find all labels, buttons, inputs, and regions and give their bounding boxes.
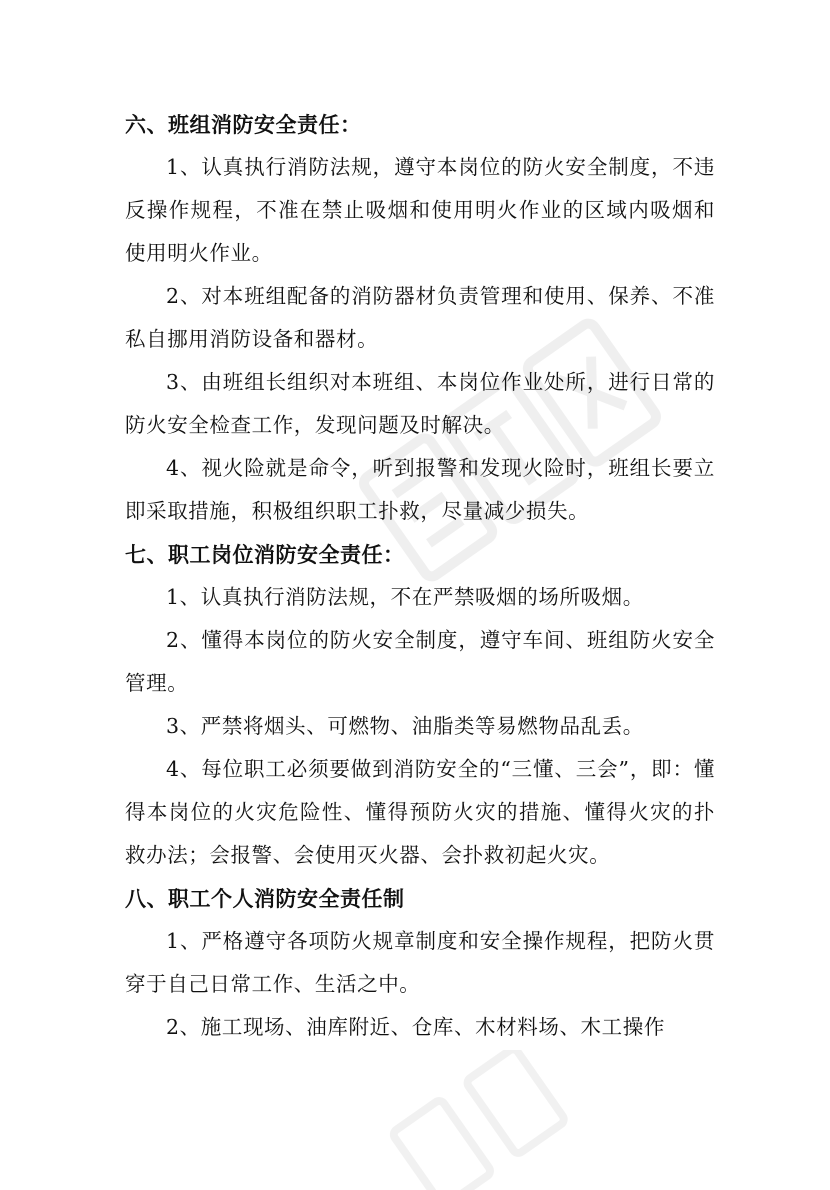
section-heading-8: 八、职工个人消防安全责任制 (125, 886, 405, 911)
section-7-item-3: 3、严禁将烟头、可燃物、油脂类等易燃物品乱丢。 (166, 714, 644, 738)
document-body (125, 103, 715, 1049)
watermark-fragment (380, 1050, 580, 1190)
section-heading-7: 七、职工岗位消防安全责任： (125, 542, 405, 567)
section-8-item-2: 2、施工现场、油库附近、仓库、木材料场、木工操作 (166, 1015, 665, 1039)
section-6-item-4: 4、视火险就是命令，听到报警和发现火险时，班组长要立即采取措施，积极组织职工扑救，尽量减少损失。 (125, 456, 715, 523)
section-6-item-3: 3、由班组长组织对本班组、本岗位作业处所，进行日常的防火安全检查工作，发现问题及时解决。 (125, 370, 715, 437)
section-7-item-1: 1、认真执行消防法规，不在严禁吸烟的场所吸烟。 (166, 585, 644, 609)
section-7-item-2: 2、懂得本岗位的防火安全制度，遵守车间、班组防火安全管理。 (125, 628, 715, 695)
section-6-item-2: 2、对本班组配备的消防器材负责管理和使用、保养、不准私自挪用消防设备和器材。 (125, 284, 715, 351)
section-6-item-1: 1、认真执行消防法规，遵守本岗位的防火安全制度，不违反操作规程，不准在禁止吸烟和使用明火作业的区域内吸烟和使用明火作业。 (125, 155, 715, 265)
section-heading-6: 六、班组消防安全责任： (125, 112, 362, 137)
section-7-item-4: 4、每位职工必须要做到消防安全的“三懂、三会”，即：懂得本岗位的火灾危险性、懂得预防火灾的措施、懂得火灾的扑救办法；会报警、会使用灭火器、会扑救初起火灾。 (125, 757, 715, 867)
section-8-item-1: 1、严格遵守各项防火规章制度和安全操作规程，把防火贯穿于自己日常工作、生活之中。 (125, 929, 715, 996)
